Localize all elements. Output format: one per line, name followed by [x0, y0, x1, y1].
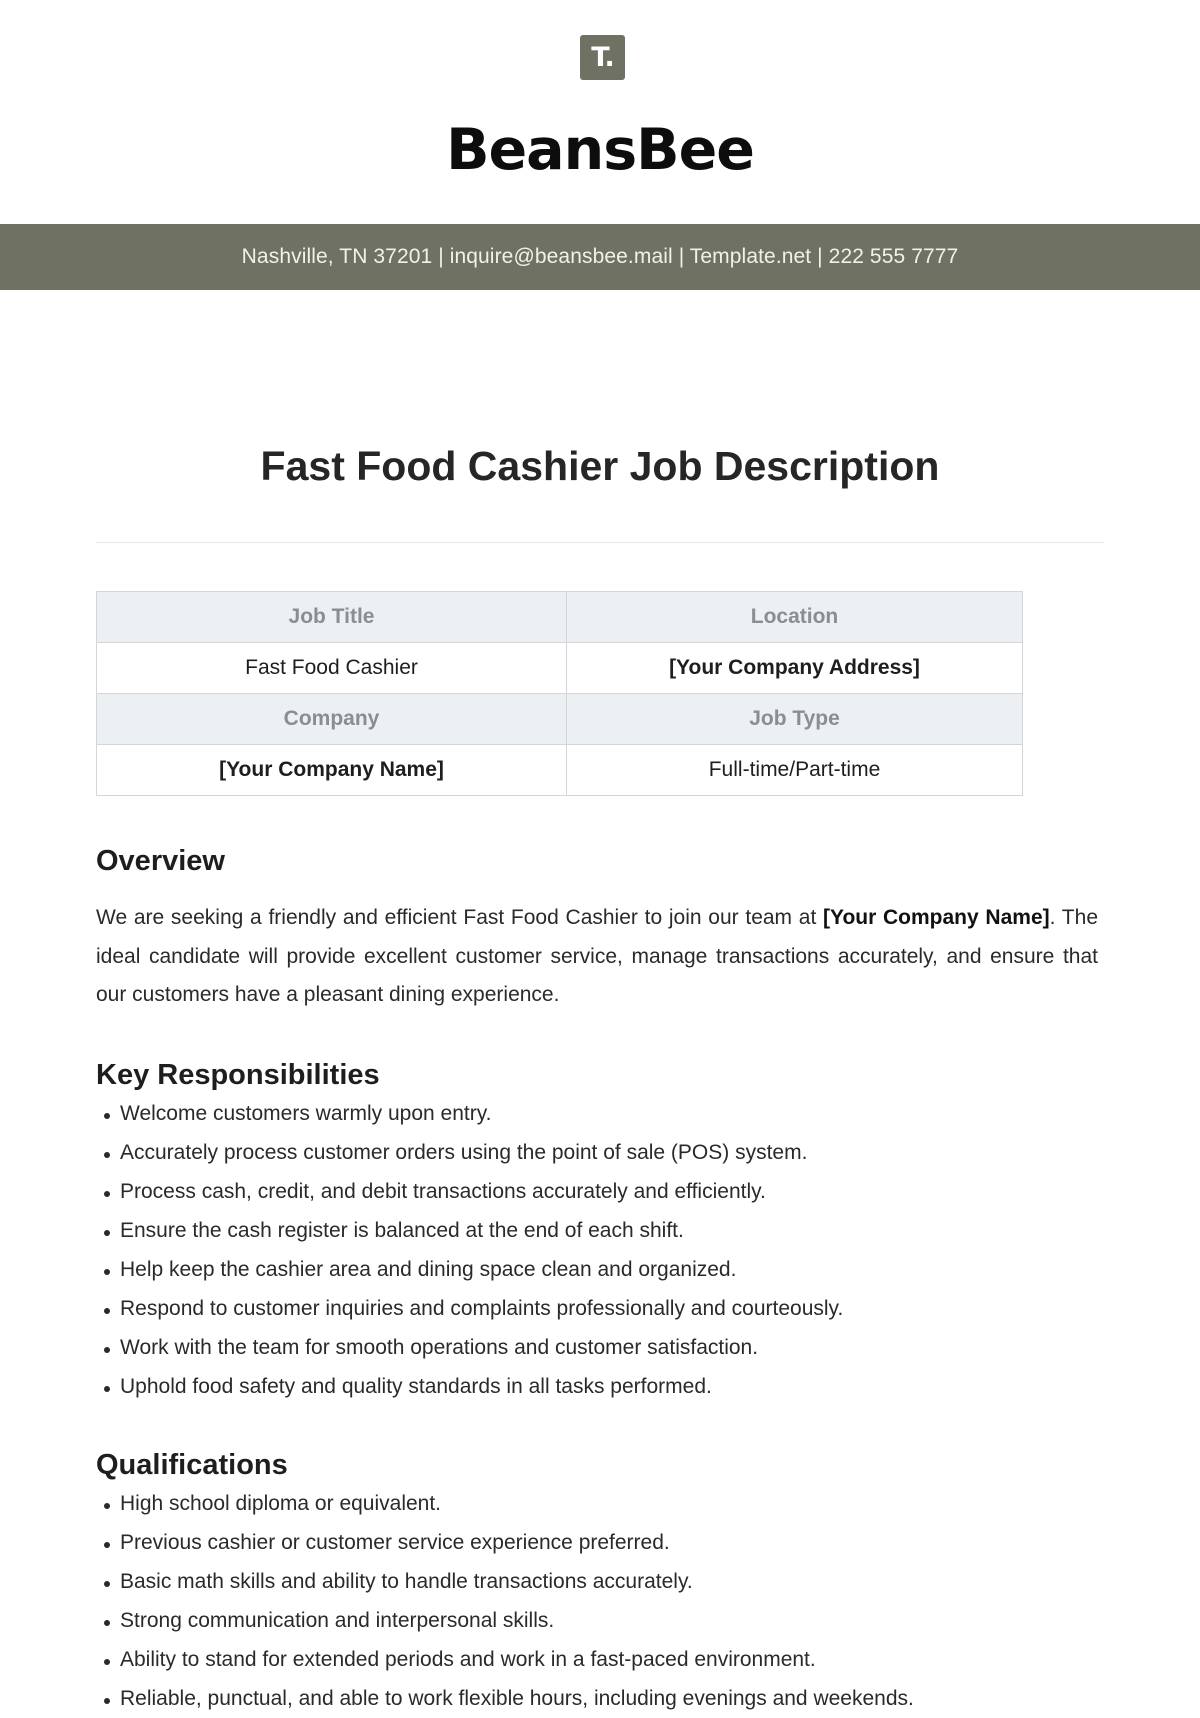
qualifications-list [96, 1484, 914, 1718]
list-item [96, 1484, 914, 1523]
list-item-text: Work with the team for smooth operations and customer satisfaction. [120, 1336, 759, 1359]
bullet-icon [104, 1269, 110, 1275]
brand-logo-icon [580, 35, 625, 80]
bullet-icon [104, 1503, 110, 1509]
bullet-icon [104, 1581, 110, 1587]
bullet-icon [104, 1308, 110, 1314]
company-label: Company [97, 694, 567, 745]
overview-text-start: We are seeking a friendly and efficient Fast Food Cashier to join our team at [96, 906, 824, 929]
list-item [96, 1250, 843, 1289]
company-value: [Your Company Name] [97, 745, 567, 796]
location-label: Location [567, 592, 1023, 643]
list-item-text: Welcome customers warmly upon entry. [120, 1102, 492, 1125]
list-item-text: Previous cashier or customer service experience preferred. [120, 1531, 670, 1554]
bullet-icon [104, 1191, 110, 1197]
overview-heading: Overview [96, 845, 225, 877]
bullet-icon [104, 1659, 110, 1665]
responsibilities-list [96, 1094, 843, 1406]
list-item [96, 1328, 843, 1367]
list-item-text: Ensure the cash register is balanced at the end of each shift. [120, 1219, 684, 1242]
brand-name: BeansBee [446, 117, 754, 183]
overview-company-placeholder: [Your Company Name] [823, 906, 1050, 929]
list-item [96, 1289, 843, 1328]
responsibilities-heading: Key Responsibilities [96, 1059, 380, 1091]
title-divider [96, 542, 1104, 543]
contact-info: Nashville, TN 37201 | inquire@beansbee.mail | Template.net | 222 555 7777 [241, 245, 959, 268]
contact-band [0, 224, 1200, 290]
list-item [96, 1523, 914, 1562]
logo-letter: T. [591, 42, 614, 73]
overview-paragraph [96, 899, 1098, 1015]
list-item [96, 1094, 843, 1133]
bullet-icon [104, 1542, 110, 1548]
bullet-icon [104, 1113, 110, 1119]
list-item-text: Respond to customer inquiries and complaints professionally and courteously. [120, 1297, 844, 1320]
list-item-text: Process cash, credit, and debit transactions accurately and efficiently. [120, 1180, 766, 1203]
list-item-text: Accurately process customer orders using the point of sale (POS) system. [120, 1141, 808, 1164]
overview-text-end: . The ideal candidate will provide excellent customer service, manage transactions accurately, and ensure that our customers have a pleasant dining experience. [96, 906, 1098, 1006]
job-type-label: Job Type [567, 694, 1023, 745]
bullet-icon [104, 1230, 110, 1236]
table-row [97, 643, 1023, 694]
job-title-label: Job Title [97, 592, 567, 643]
job-type-value: Full-time/Part-time [567, 745, 1023, 796]
list-item-text: High school diploma or equivalent. [120, 1492, 442, 1515]
bullet-icon [104, 1152, 110, 1158]
bullet-icon [104, 1347, 110, 1353]
list-item [96, 1679, 914, 1718]
table-row [97, 745, 1023, 796]
table-row [97, 694, 1023, 745]
list-item [96, 1640, 914, 1679]
list-item [96, 1133, 843, 1172]
job-info-table [96, 591, 1023, 796]
document-title: Fast Food Cashier Job Description [260, 443, 940, 489]
list-item-text: Reliable, punctual, and able to work flexible hours, including evenings and weekends. [120, 1687, 914, 1710]
list-item [96, 1601, 914, 1640]
list-item-text: Ability to stand for extended periods and work in a fast-paced environment. [120, 1648, 816, 1671]
list-item [96, 1562, 914, 1601]
list-item [96, 1172, 843, 1211]
list-item-text: Uphold food safety and quality standards in all tasks performed. [120, 1375, 712, 1398]
job-title-value: Fast Food Cashier [97, 643, 567, 694]
list-item [96, 1211, 843, 1250]
table-row [97, 592, 1023, 643]
list-item-text: Basic math skills and ability to handle transactions accurately. [120, 1570, 693, 1593]
qualifications-heading: Qualifications [96, 1449, 288, 1481]
list-item [96, 1367, 843, 1406]
list-item-text: Help keep the cashier area and dining space clean and organized. [120, 1258, 737, 1281]
list-item-text: Strong communication and interpersonal skills. [120, 1609, 555, 1632]
bullet-icon [104, 1698, 110, 1704]
bullet-icon [104, 1386, 110, 1392]
bullet-icon [104, 1620, 110, 1626]
location-value: [Your Company Address] [567, 643, 1023, 694]
